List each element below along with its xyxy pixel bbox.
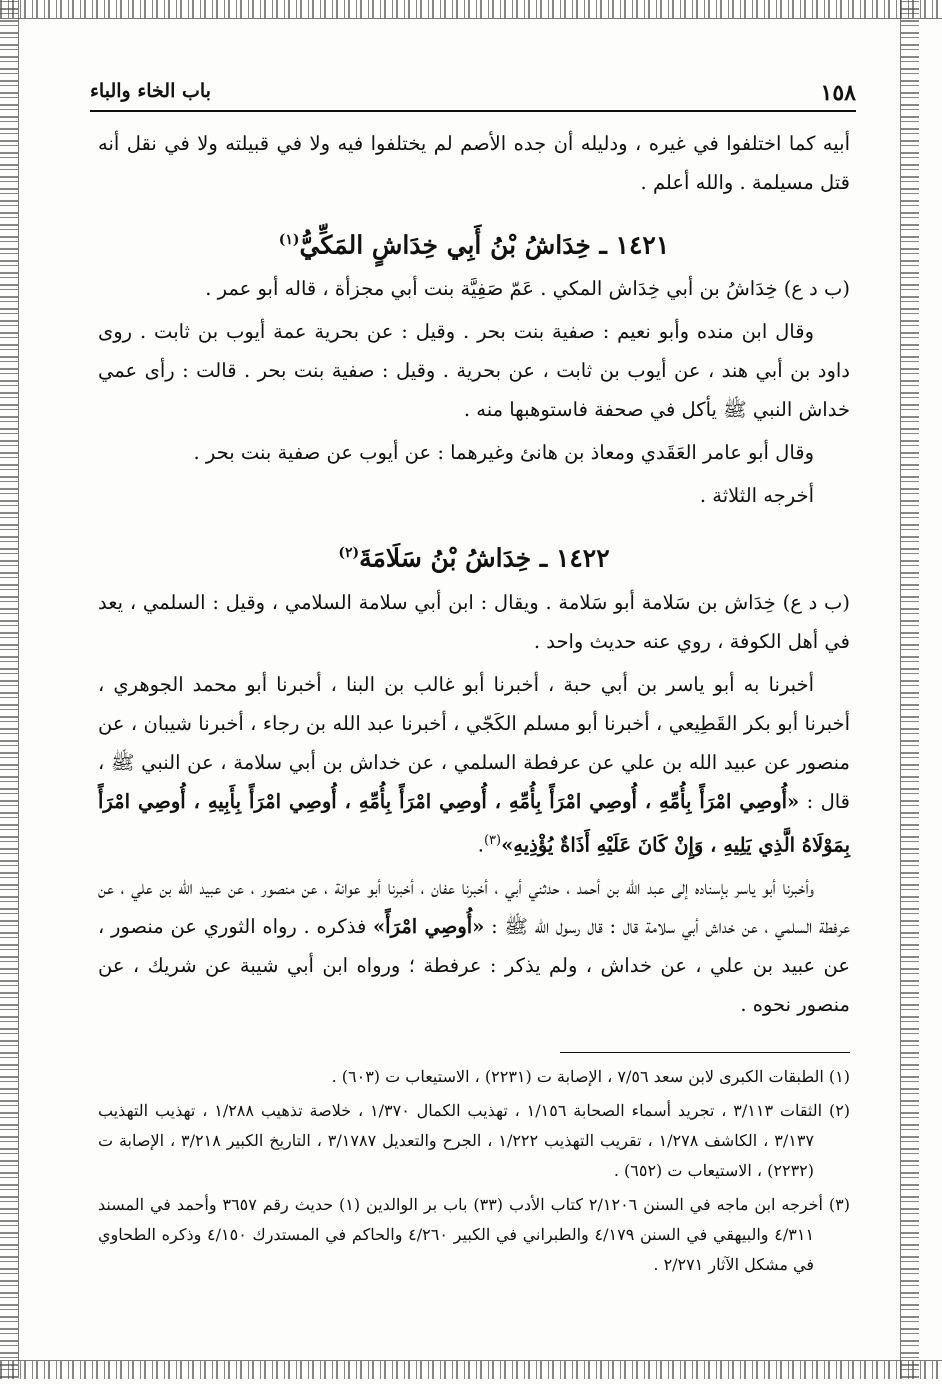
entry-1421-para-4: أخرجه الثلاثة . — [699, 484, 814, 508]
sentence-end: . — [477, 833, 484, 857]
footnote-1: (١) الطبقات الكبرى لابن سعد ٧/٥٦ ، الإصابة ت (٢٢٣١) ، الاستيعاب ت (٦٠٣) . — [331, 1067, 850, 1086]
decorative-border-bottom — [0, 1360, 942, 1379]
entry-1421-title-text: ١٤٢١ ـ خِدَاشُ بْنُ أَبِي خِدَاشٍ المَكِّيُّ — [299, 230, 670, 260]
hadith-text: «أُوصِي امْرَأً بِأُمِّهِ ، أُوصِي امْرَأً بِأُمِّهِ ، أُوصِي امْرَأً بِأُمِّهِ ، أُوصِي امْرَأً بِأَبِيهِ ، أُوصِي امْرَأً بِمَوْلَاهُ الَّذِي يَلِيهِ ، وَإِنْ كَانَ عَلَيْهِ أَذَاةٌ يُؤْذِيهِ» — [98, 789, 850, 857]
isnad-text-2: وأخبرنا أبو ياسر بإسناده إلى عبد الله بن أحمد ، حدثني أبي ، أخبرنا عفان ، أخبرنا أبو عوانة ، عن منصور ، عن عبيد الله بن علي ، عن عرفطة السلمي ، عن خداش أبي سلامة قال : قال رسول الله ﷺ : — [98, 876, 850, 939]
decorative-border-top — [0, 0, 942, 19]
narration-note: فذكره . رواه الثوري عن منصور ، عن عبيد بن علي ، عن خداش ، ولم يذكر : عرفطة ؛ ورواه ابن أبي شيبة عن شريك ، عن منصور نحوه . — [98, 915, 850, 1017]
isnad-text: أخبرنا به أبو ياسر بن أبي حبة ، أخبرنا أبو غالب بن البنا ، أخبرنا أبو محمد الجوهري ، أخبرنا أبو بكر القَطِيعي ، أخبرنا أبو مسلم الكَجّي ، أخبرنا عبد الله بن رجاء ، أخبرنا شيبان ، عن منصور عن عبيد الله بن علي عن عرفطة السلمي ، عن خداش بن أبي سلامة ، عن النبي ﷺ ، قال : — [98, 672, 850, 813]
page-header — [90, 78, 856, 112]
footnote-2: (٢) الثقات ٣/١١٣ ، تجريد أسماء الصحابة ١/١٥٦ ، تهذيب الكمال ١/٣٧٠ ، خلاصة تذهيب ١/٢٨٨ ، تهذيب التهذيب ٣/١٣٧ ، الكاشف ١/٢٧٨ ، تقريب التهذيب ١/٢٢٢ ، الجرح والتعديل ٣/١٧٨٧ ، التاريخ الكبير ٣/٢١٨ ، الإصابة ت (٢٢٣٢) ، الاستيعاب ت (٦٥٢) . — [98, 1101, 851, 1180]
entry-1422-title-text: ١٤٢٢ ـ خِدَاشُ بْنُ سَلَامَةَ — [359, 543, 610, 573]
footnote-ref-3: (٣) — [483, 832, 502, 848]
entry-1421-para-1: (ب د ع) خِدَاشُ بن أبي خِدَاش المكي . عَمّ صَفِيَّة بنت أبي مجزأة ، قاله أبو عمر . — [205, 277, 850, 301]
hadith-text-2: «أُوصِي امْرَأً» — [372, 915, 485, 939]
entry-1422-para-1: (ب د ع) خِدَاش بن سَلامة أبو سَلامة . ويقال : ابن أبي سلامة السلامي ، وقيل : السلمي ، يعد في أهل الكوفة ، روي عنه حديث واحد . — [98, 590, 850, 653]
entry-1422-para-3 — [98, 868, 850, 1024]
entry-1422-para-2 — [98, 665, 850, 865]
footnote-3: (٣) أخرجه ابن ماجه في السنن ٢/١٢٠٦ كتاب الأدب (٣٣) باب بر الوالدين (١) حديث رقم ٣٦٥٧ وأحمد في المسند ٤/٣١١ والبيهقي في السنن ٤/١٧٩ والطبراني في الكبير ٤/٢٦٠ والحاكم في المستدرك ٤/١٥٠ وذكره الطحاوي في مشكل الآثار ٢/٢٧١ . — [98, 1195, 850, 1274]
footnote-divider — [560, 1052, 850, 1053]
footnote-ref-1: (١) — [278, 232, 300, 248]
intro-paragraph: أبيه كما اختلفوا في غيره ، ودليله أن جده الأصم لم يختلفوا فيه ولا في قبيلته ولا في نقل أنه قتل مسيلمة . والله أعلم . — [98, 132, 850, 194]
entry-1421-title — [98, 220, 850, 265]
footnotes — [98, 1062, 850, 1284]
footnote-ref-2: (٢) — [338, 545, 360, 562]
entry-1421-para-2: وقال ابن منده وأبو نعيم : صفية بنت بحر . وقيل : عن بحرية عمة أيوب بن ثابت . روى داود بن أبي هند ، عن أيوب بن ثابت ، عن بحرية . وقيل : صفية بنت بحر . قالت : رأى عمي خداش النبي ﷺ يأكل في صحفة فاستوهبها منه . — [98, 320, 850, 422]
page-number: ١٥٨ — [820, 80, 856, 106]
main-text — [98, 124, 850, 1024]
running-title: باب الخاء والباء — [90, 80, 211, 102]
decorative-border-left — [0, 0, 19, 1378]
decorative-border-right — [900, 0, 919, 1378]
entry-1422-title — [98, 533, 850, 578]
entry-1421-para-3: وقال أبو عامر العَقَدي ومعاذ بن هانئ وغيرهما : عن أيوب عن صفية بنت بحر . — [193, 441, 814, 465]
